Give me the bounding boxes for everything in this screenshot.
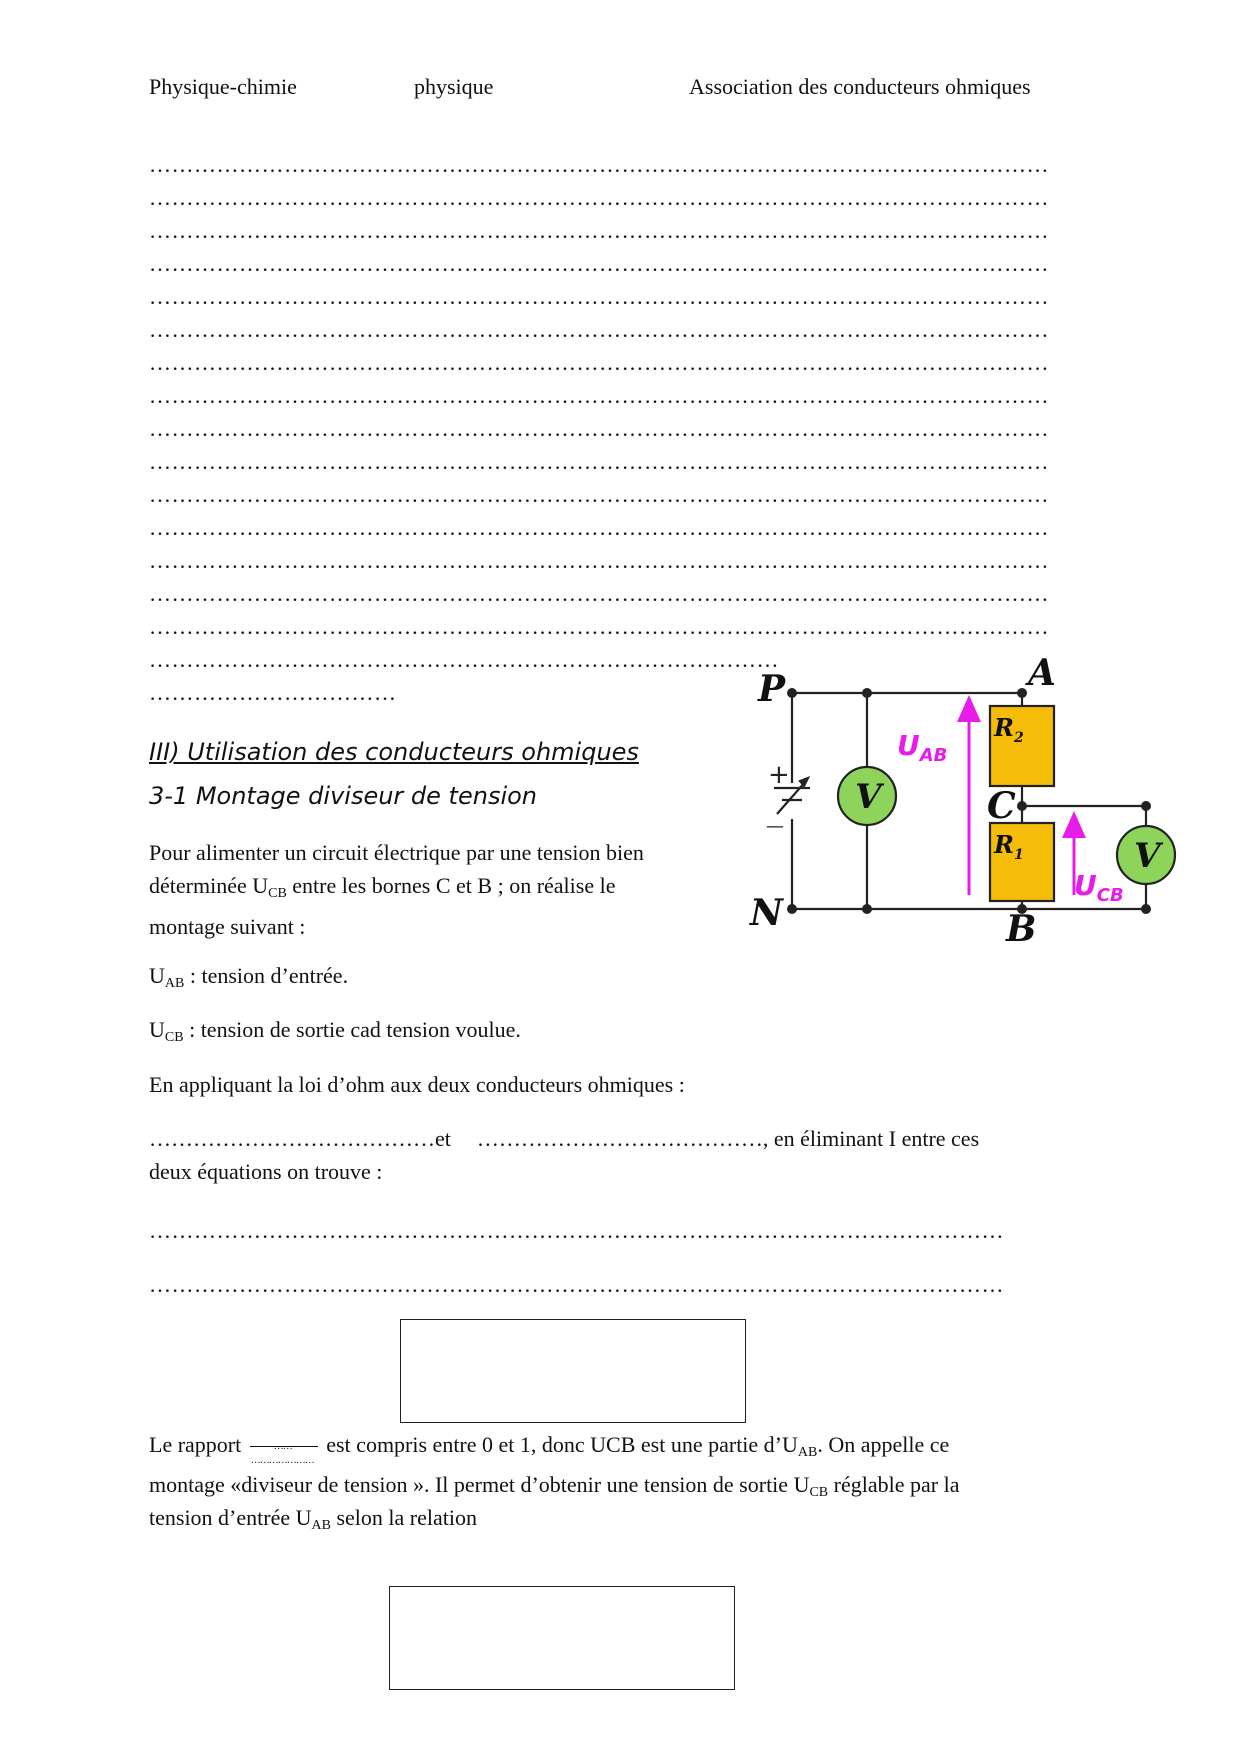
answer-box[interactable] <box>400 1319 746 1423</box>
ohm-equations-line: …………………………………et …………………………………, en éliminant I entre ces <box>149 1126 980 1151</box>
minus-sign: — <box>766 816 784 837</box>
intro-line-2: déterminée $U_{CB}$ entre les bornes C et B ; on réalise le <box>149 873 616 901</box>
header-branch: physique <box>414 74 494 99</box>
voltmeter-label: V <box>855 777 882 817</box>
node-label-p: P <box>758 668 786 710</box>
answer-line: ………………………………………………………………………………………………………… <box>149 185 1049 210</box>
voltmeter-label: V <box>1134 836 1161 876</box>
node-dot <box>1017 801 1027 811</box>
section-subtitle: 3-1 Montage diviseur de tension <box>149 782 538 810</box>
header-subject: Physique-chimie <box>149 74 297 99</box>
answer-line: ………………………………………………………………………………………………………… <box>149 548 1049 573</box>
node-dot <box>862 688 872 698</box>
node-label-n: N <box>750 892 783 934</box>
node-dot <box>1141 904 1151 914</box>
header-chapter: Association des conducteurs ohmiques <box>689 74 1031 99</box>
plus-sign: + <box>768 760 790 790</box>
answer-line: …………………………………………………………………………………………………… <box>149 1272 1004 1297</box>
answer-box[interactable] <box>389 1586 735 1690</box>
answer-line: …………………………………………………………………………………………………… <box>149 1218 1004 1243</box>
resistor-r1-label: $R_1$ <box>994 830 1024 863</box>
answer-line: ………………………………………………………………………………………………………… <box>149 218 1049 243</box>
rapport-line-3: tension d’entrée $U_{AB}$ selon la relation <box>149 1505 477 1533</box>
answer-line: ………………………………………………………………………………………………………… <box>149 383 1049 408</box>
fraction-blank[interactable]: …… ………………… <box>250 1432 318 1462</box>
resistor-r2-label: $R_2$ <box>994 713 1024 746</box>
answer-line: ………………………………………………………………………………………………………… <box>149 317 1049 342</box>
answer-line: ………………………………………………………………………………………………………… <box>149 482 1049 507</box>
answer-line: …………………………… <box>149 680 397 705</box>
voltage-divider-circuit <box>740 655 1200 955</box>
intro-paragraph <box>149 836 644 943</box>
def-uab: $U_{AB}$ : tension d’entrée. <box>149 963 349 991</box>
def-ucb: $U_{CB}$ : tension de sortie cad tension voulue. <box>149 1017 521 1045</box>
answer-line: ………………………………………………………………………………………………………… <box>149 152 1049 177</box>
node-label-c: C <box>987 785 1016 827</box>
answer-line: ………………………………………………………………………………………………………… <box>149 416 1049 441</box>
answer-line: ………………………………………………………………………………………………………… <box>149 581 1049 606</box>
node-dot <box>1141 801 1151 811</box>
ucb-label: $U_{CB}$ <box>1074 869 1124 906</box>
answer-line: ………………………………………………………………………………………………………… <box>149 449 1049 474</box>
node-dot <box>1017 688 1027 698</box>
answer-line: ………………………………………………………………………………………………………… <box>149 284 1049 309</box>
ohm-line-2: deux équations on trouve : <box>149 1159 383 1184</box>
rapport-line-1: Le rapport …… ………………… est compris entre 0 et 1, donc UCB est une partie $d’U_{AB}$. On appelle ce <box>149 1432 950 1466</box>
answer-line: ………………………………………………………………………………………………………… <box>149 614 1049 639</box>
intro-line-1: Pour alimenter un circuit électrique par une tension bien <box>149 840 644 865</box>
node-dot <box>862 904 872 914</box>
section-title: III) Utilisation des conducteurs ohmiques <box>149 738 639 766</box>
node-dot <box>787 688 797 698</box>
answer-line: ………………………………………………………………………………………………………… <box>149 515 1049 540</box>
node-label-b: B <box>1006 908 1037 950</box>
answer-line: ………………………………………………………………………………………………………… <box>149 350 1049 375</box>
answer-blank: ………………………………… <box>149 1126 435 1151</box>
rapport-line-2: montage «diviseur de tension ». Il permet d’obtenir une tension de sortie $U_{CB}$ réglable par la <box>149 1472 960 1500</box>
node-label-a: A <box>1028 655 1056 694</box>
uab-label: $U_{AB}$ <box>897 729 948 766</box>
ohm-intro: En appliquant la loi d’ohm aux deux conducteurs ohmiques : <box>149 1072 685 1097</box>
answer-line: ………………………………………………………………………… <box>149 647 779 672</box>
answer-line: ………………………………………………………………………………………………………… <box>149 251 1049 276</box>
node-dot <box>787 904 797 914</box>
intro-line-3: montage suivant : <box>149 914 306 939</box>
answer-blank: ………………………………… <box>476 1126 763 1151</box>
